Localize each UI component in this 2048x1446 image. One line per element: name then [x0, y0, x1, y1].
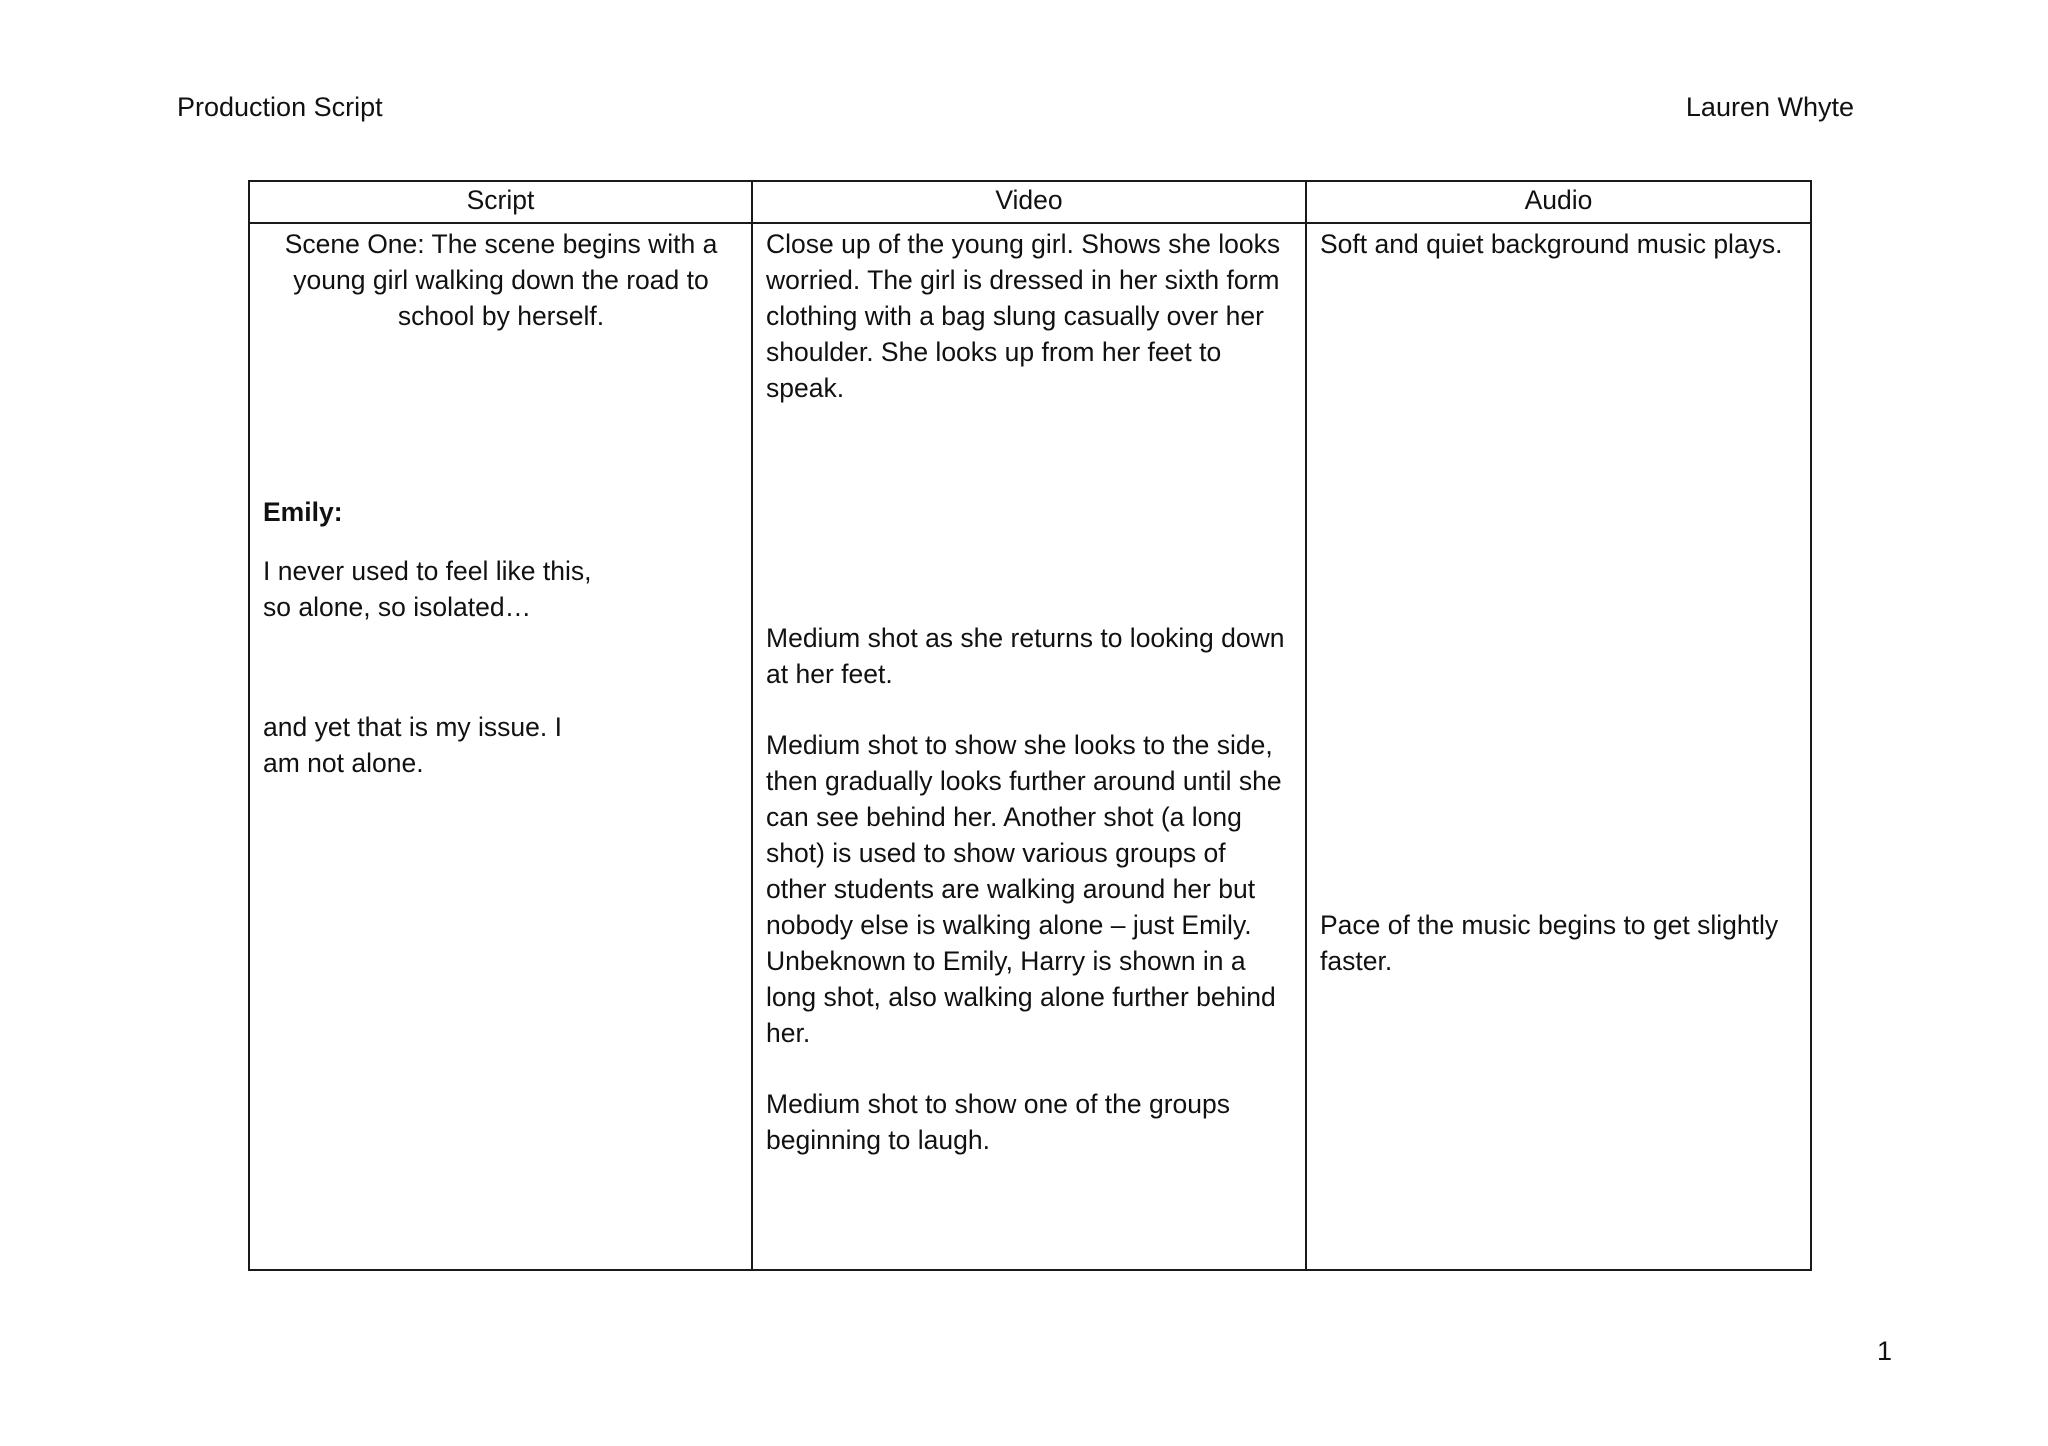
script-cell: [249, 223, 752, 1270]
author-name: Lauren Whyte: [1685, 92, 1854, 122]
page-number: 1: [1876, 1336, 1892, 1366]
production-script-table: [248, 180, 1812, 1271]
audio-cue: Pace of the music begins to get slightly faster.: [1320, 910, 1779, 976]
video-cell: [752, 223, 1306, 1270]
speaker-name: Emily:: [263, 497, 343, 527]
column-header-script: Script: [249, 181, 752, 223]
scene-intro: Scene One: The scene begins with a young girl walking down the road to school by herself.: [284, 229, 718, 331]
document-title: Production Script: [177, 92, 383, 122]
table-header-row: [249, 181, 1811, 223]
video-shot-description: Medium shot to show one of the groups beginning to laugh.: [766, 1089, 1231, 1155]
column-header-video: Video: [752, 181, 1306, 223]
column-header-audio: Audio: [1306, 181, 1811, 223]
audio-cue: Soft and quiet background music plays.: [1320, 229, 1783, 259]
video-shot-description: Medium shot as she returns to looking down at her feet.: [766, 623, 1285, 689]
audio-cell: [1306, 223, 1811, 1270]
dialogue-line: I never used to feel like this,: [263, 556, 592, 586]
video-shot-description: Medium shot to show she looks to the side, then gradually looks further around until she can see behind her. Another shot (a long shot) is used to show various groups of other students are walking around her but nobody else is walking alone – just Emily. Unbeknown to Emily, Harry is shown in a long shot, also walking alone further behind her.: [766, 730, 1282, 1048]
table-row: [249, 223, 1811, 1270]
dialogue-line: am not alone.: [263, 748, 424, 778]
dialogue-line: so alone, so isolated…: [263, 592, 532, 622]
dialogue-line: and yet that is my issue. I: [263, 712, 562, 742]
video-shot-description: Close up of the young girl. Shows she looks worried. The girl is dressed in her sixth form clothing with a bag slung casually over her shoulder. She looks up from her feet to speak.: [766, 229, 1281, 403]
